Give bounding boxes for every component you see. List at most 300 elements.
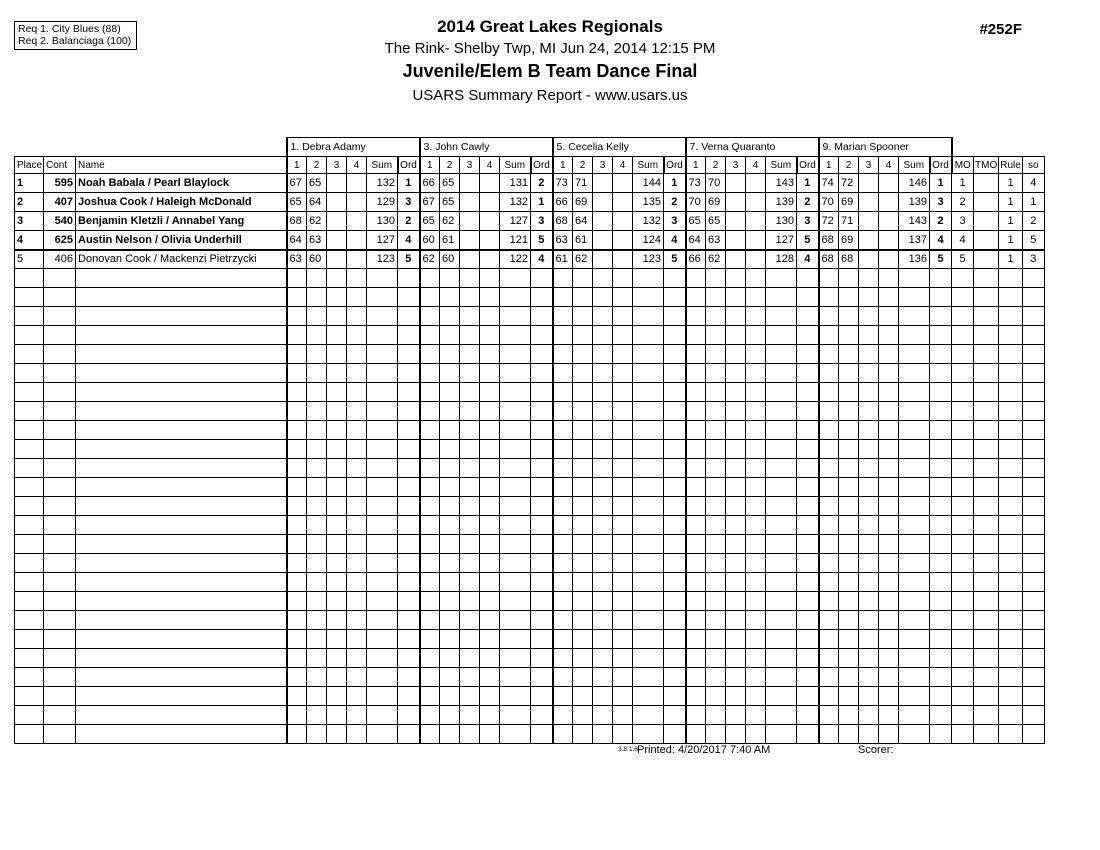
contestant-number-cell (44, 383, 76, 402)
score-cell (613, 497, 633, 516)
score-cell (839, 554, 859, 573)
sum-cell (500, 630, 531, 649)
sum-cell (500, 345, 531, 364)
score-cell (347, 402, 367, 421)
tmo-cell (974, 706, 999, 725)
score-cell (839, 421, 859, 440)
score-cell (480, 288, 500, 307)
score-cell (573, 649, 593, 668)
tmo-cell (974, 687, 999, 706)
sum-cell (633, 402, 664, 421)
sum-cell (500, 573, 531, 592)
score-cell (420, 687, 440, 706)
score-cell (686, 687, 706, 706)
score-cell (746, 725, 766, 744)
sum-cell (367, 706, 398, 725)
score-cell (593, 288, 613, 307)
score-cell (613, 687, 633, 706)
score-cell (347, 497, 367, 516)
result-row (15, 212, 1045, 231)
ordinal-cell (797, 383, 819, 402)
score-cell (706, 478, 726, 497)
place-cell (15, 573, 44, 592)
contestant-number-cell (44, 326, 76, 345)
ordinal-cell (531, 345, 553, 364)
sum-cell (766, 269, 797, 288)
score-cell (859, 592, 879, 611)
column-header-sum: Sum (633, 157, 664, 174)
score-cell (327, 706, 347, 725)
score-cell (327, 421, 347, 440)
score-cell (480, 421, 500, 440)
score-cell (839, 269, 859, 288)
score-cell (746, 383, 766, 402)
result-row (15, 174, 1045, 193)
sum-cell (633, 497, 664, 516)
score-cell (553, 307, 573, 326)
score-cell (746, 535, 766, 554)
column-header-3: 3 (593, 157, 613, 174)
mo-cell (952, 706, 974, 725)
score-cell (839, 383, 859, 402)
score-cell (480, 649, 500, 668)
rule-cell (999, 573, 1023, 592)
empty-row (15, 573, 1045, 592)
score-cell (287, 668, 307, 687)
so-cell (1022, 497, 1044, 516)
mo-cell (952, 383, 974, 402)
score-cell: 68 (287, 212, 307, 231)
ordinal-cell (664, 326, 686, 345)
ordinal-cell (664, 307, 686, 326)
score-cell (573, 725, 593, 744)
score-cell (460, 630, 480, 649)
score-cell (706, 649, 726, 668)
score-cell (327, 269, 347, 288)
score-cell: 68 (819, 231, 839, 250)
score-cell (726, 611, 746, 630)
score-cell (726, 497, 746, 516)
contestant-number-cell (44, 668, 76, 687)
score-cell (726, 193, 746, 212)
place-cell (15, 554, 44, 573)
score-cell (726, 174, 746, 193)
judge-name: 3. John Cawly (420, 138, 553, 157)
rule-cell (999, 269, 1023, 288)
tmo-cell (974, 250, 999, 269)
sum-cell (633, 364, 664, 383)
place-cell (15, 402, 44, 421)
ordinal-cell (930, 687, 952, 706)
score-cell (726, 459, 746, 478)
empty-row (15, 288, 1045, 307)
score-cell (613, 326, 633, 345)
tmo-cell (974, 630, 999, 649)
so-cell (1022, 421, 1044, 440)
team-name-cell (76, 364, 287, 383)
mo-cell (952, 326, 974, 345)
ordinal-cell (531, 706, 553, 725)
tmo-cell (974, 364, 999, 383)
sum-cell (500, 364, 531, 383)
score-cell (440, 364, 460, 383)
tmo-cell (974, 326, 999, 345)
score-cell (460, 706, 480, 725)
score-cell (307, 421, 327, 440)
ordinal-cell (664, 725, 686, 744)
ordinal-cell (930, 592, 952, 611)
score-cell (553, 630, 573, 649)
score-cell (819, 402, 839, 421)
score-cell (879, 535, 899, 554)
ordinal-cell (797, 668, 819, 687)
sum-cell (633, 326, 664, 345)
ordinal-cell (664, 573, 686, 592)
score-cell (746, 421, 766, 440)
score-cell (686, 440, 706, 459)
mo-cell: 5 (952, 250, 974, 269)
ordinal-cell: 1 (930, 174, 952, 193)
score-cell (593, 592, 613, 611)
score-cell (859, 421, 879, 440)
sum-cell: 132 (367, 174, 398, 193)
sum-cell (899, 611, 930, 630)
so-cell (1022, 516, 1044, 535)
score-cell (287, 497, 307, 516)
contestant-number-cell (44, 459, 76, 478)
score-cell (307, 554, 327, 573)
score-cell (287, 687, 307, 706)
column-header-4: 4 (613, 157, 633, 174)
team-name-cell (76, 307, 287, 326)
ordinal-cell (531, 421, 553, 440)
so-cell: 3 (1022, 250, 1044, 269)
score-cell (307, 611, 327, 630)
score-cell (859, 307, 879, 326)
sum-cell (500, 516, 531, 535)
so-cell (1022, 706, 1044, 725)
ordinal-cell (797, 364, 819, 383)
score-cell: 64 (686, 231, 706, 250)
score-cell (440, 307, 460, 326)
team-name-cell (76, 269, 287, 288)
sum-cell (500, 725, 531, 744)
score-cell: 65 (420, 212, 440, 231)
score-cell (480, 364, 500, 383)
ordinal-cell (930, 725, 952, 744)
score-cell (839, 326, 859, 345)
score-cell (746, 231, 766, 250)
mo-cell (952, 554, 974, 573)
sum-cell (899, 573, 930, 592)
score-cell (726, 573, 746, 592)
score-cell (839, 478, 859, 497)
score-cell (287, 383, 307, 402)
sum-cell: 143 (766, 174, 797, 193)
ordinal-cell (531, 402, 553, 421)
tmo-cell (974, 611, 999, 630)
score-cell (879, 630, 899, 649)
score-cell (440, 687, 460, 706)
score-cell (859, 231, 879, 250)
score-cell (859, 212, 879, 231)
sum-cell (367, 592, 398, 611)
ordinal-cell (930, 611, 952, 630)
judge-header-spacer (952, 138, 1045, 157)
mo-cell (952, 402, 974, 421)
score-cell (420, 459, 440, 478)
ordinal-cell (664, 706, 686, 725)
ordinal-cell: 2 (398, 212, 420, 231)
score-cell (726, 231, 746, 250)
score-cell (440, 497, 460, 516)
score-cell (460, 364, 480, 383)
ordinal-cell (930, 668, 952, 687)
ordinal-cell (797, 687, 819, 706)
score-cell (327, 193, 347, 212)
score-cell (593, 421, 613, 440)
score-cell (553, 573, 573, 592)
sum-cell: 132 (500, 193, 531, 212)
score-cell (573, 345, 593, 364)
score-cell (746, 687, 766, 706)
ordinal-cell (930, 345, 952, 364)
sum-cell (367, 630, 398, 649)
score-cell (440, 649, 460, 668)
ordinal-cell (930, 630, 952, 649)
ordinal-cell (930, 288, 952, 307)
score-cell (480, 345, 500, 364)
sum-cell: 135 (633, 193, 664, 212)
team-name-cell: Benjamin Kletzli / Annabel Yang (76, 212, 287, 231)
score-cell (593, 687, 613, 706)
score-cell (593, 497, 613, 516)
score-cell (327, 250, 347, 269)
score-cell (327, 440, 347, 459)
empty-row (15, 383, 1045, 402)
score-cell (347, 174, 367, 193)
ordinal-cell: 4 (398, 231, 420, 250)
score-cell (347, 326, 367, 345)
ordinal-cell (398, 535, 420, 554)
score-cell (347, 440, 367, 459)
so-cell (1022, 459, 1044, 478)
tmo-cell (974, 516, 999, 535)
mo-cell: 2 (952, 193, 974, 212)
team-name-cell (76, 383, 287, 402)
column-header-rule: Rule (999, 157, 1023, 174)
score-cell (839, 649, 859, 668)
score-cell (819, 345, 839, 364)
score-cell (480, 326, 500, 345)
empty-row (15, 649, 1045, 668)
tmo-cell (974, 307, 999, 326)
ordinal-cell (930, 402, 952, 421)
ordinal-cell (398, 668, 420, 687)
score-cell (686, 535, 706, 554)
score-cell (746, 478, 766, 497)
column-header-so: so (1022, 157, 1044, 174)
score-cell (706, 288, 726, 307)
score-cell (613, 725, 633, 744)
sum-cell (633, 269, 664, 288)
score-cell (553, 649, 573, 668)
score-cell (420, 535, 440, 554)
column-header-4: 4 (746, 157, 766, 174)
contestant-number-cell (44, 687, 76, 706)
score-cell: 71 (573, 174, 593, 193)
score-cell (460, 535, 480, 554)
sum-cell: 132 (633, 212, 664, 231)
score-cell (480, 573, 500, 592)
score-cell (347, 383, 367, 402)
score-cell (613, 573, 633, 592)
score-cell (859, 402, 879, 421)
score-cell (706, 345, 726, 364)
score-cell (819, 649, 839, 668)
ordinal-cell (398, 459, 420, 478)
tmo-cell (974, 288, 999, 307)
score-cell (480, 516, 500, 535)
tmo-cell (974, 573, 999, 592)
ordinal-cell (797, 554, 819, 573)
sum-cell (500, 326, 531, 345)
sum-cell (367, 573, 398, 592)
score-cell (347, 345, 367, 364)
score-cell (573, 630, 593, 649)
score-cell (480, 269, 500, 288)
score-cell (613, 307, 633, 326)
ordinal-cell (531, 554, 553, 573)
score-cell (327, 231, 347, 250)
sum-cell: 121 (500, 231, 531, 250)
score-cell (746, 364, 766, 383)
score-cell (819, 630, 839, 649)
score-cell (460, 554, 480, 573)
score-cell (347, 212, 367, 231)
tmo-cell (974, 231, 999, 250)
empty-row (15, 364, 1045, 383)
sum-cell (899, 516, 930, 535)
score-cell (746, 250, 766, 269)
score-cell (327, 592, 347, 611)
empty-row (15, 440, 1045, 459)
score-cell (859, 193, 879, 212)
mo-cell (952, 459, 974, 478)
score-cell (746, 326, 766, 345)
title-block (0, 15, 1100, 108)
sum-cell (766, 326, 797, 345)
score-cell (420, 706, 440, 725)
sum-cell (766, 687, 797, 706)
team-name-cell (76, 725, 287, 744)
rule-cell (999, 421, 1023, 440)
ordinal-cell (797, 402, 819, 421)
ordinal-cell (930, 554, 952, 573)
judge-name: 9. Marian Spooner (819, 138, 952, 157)
score-cell (347, 687, 367, 706)
score-cell (573, 497, 593, 516)
sum-cell (766, 288, 797, 307)
score-cell (287, 421, 307, 440)
tmo-cell (974, 592, 999, 611)
team-name-cell (76, 497, 287, 516)
sum-cell (367, 421, 398, 440)
sum-cell (899, 288, 930, 307)
tmo-cell (974, 174, 999, 193)
sum-cell (367, 649, 398, 668)
column-header-tmo: TMO (974, 157, 999, 174)
result-row (15, 193, 1045, 212)
team-name-cell (76, 668, 287, 687)
so-cell (1022, 288, 1044, 307)
score-cell (327, 402, 347, 421)
score-cell (839, 706, 859, 725)
score-cell (819, 592, 839, 611)
sum-cell (899, 687, 930, 706)
score-cell (613, 478, 633, 497)
score-cell (726, 383, 746, 402)
place-cell (15, 459, 44, 478)
score-cell (706, 402, 726, 421)
sum-cell (766, 516, 797, 535)
score-cell (287, 630, 307, 649)
score-cell (746, 212, 766, 231)
ordinal-cell (531, 725, 553, 744)
score-cell (746, 573, 766, 592)
score-cell (746, 307, 766, 326)
score-cell (460, 725, 480, 744)
score-cell: 69 (839, 231, 859, 250)
score-cell (307, 668, 327, 687)
score-cell (593, 307, 613, 326)
score-cell (307, 440, 327, 459)
score-cell (613, 611, 633, 630)
score-cell (613, 212, 633, 231)
score-cell (480, 402, 500, 421)
score-cell (859, 383, 879, 402)
score-cell (706, 535, 726, 554)
score-cell (480, 630, 500, 649)
score-cell (819, 687, 839, 706)
score-cell: 67 (287, 174, 307, 193)
score-cell (347, 478, 367, 497)
score-cell (613, 535, 633, 554)
score-cell (593, 231, 613, 250)
sum-cell: 143 (899, 212, 930, 231)
sum-cell: 127 (500, 212, 531, 231)
printed-timestamp: Printed: 4/20/2017 7:40 AM (637, 744, 771, 756)
score-cell (573, 478, 593, 497)
score-cell (859, 554, 879, 573)
score-cell: 65 (440, 193, 460, 212)
ordinal-cell (531, 535, 553, 554)
score-cell (553, 459, 573, 478)
score-cell (420, 497, 440, 516)
score-cell (480, 706, 500, 725)
ordinal-cell (531, 364, 553, 383)
contestant-number-cell (44, 421, 76, 440)
sum-cell: 123 (633, 250, 664, 269)
score-cell (593, 725, 613, 744)
team-name-cell (76, 421, 287, 440)
score-cell (460, 478, 480, 497)
score-cell (879, 421, 899, 440)
sum-cell (633, 345, 664, 364)
score-cell (839, 611, 859, 630)
score-cell: 62 (307, 212, 327, 231)
score-cell: 72 (839, 174, 859, 193)
